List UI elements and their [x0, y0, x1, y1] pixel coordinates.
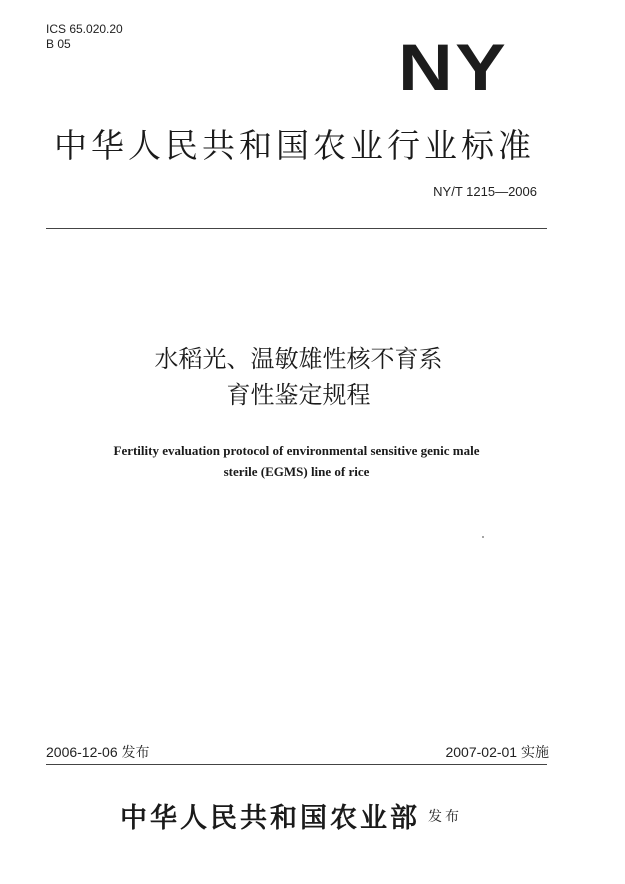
- bottom-divider: [46, 764, 547, 765]
- english-title-line-2: sterile (EGMS) line of rice: [223, 464, 370, 479]
- english-title-line-1: Fertility evaluation protocol of environmental sensitive genic male: [113, 443, 480, 458]
- classification-codes: [46, 22, 123, 52]
- ccs-code: B 05: [46, 37, 71, 51]
- chinese-title-line-1: 水稻光、温敏雄性核不育系: [154, 345, 443, 373]
- chinese-title-line-2: 育性鉴定规程: [226, 381, 371, 409]
- ny-logo: NY: [398, 30, 509, 104]
- standard-number: NY/T 1215—2006: [433, 184, 537, 199]
- top-divider: [46, 228, 547, 229]
- standard-type-heading: 中华人民共和国农业行业标准: [54, 126, 535, 165]
- scan-speck: [482, 536, 484, 538]
- issuing-authority-suffix: 发布: [428, 809, 462, 825]
- implement-date: 2007-02-01 实施: [445, 744, 549, 760]
- ics-code: ICS 65.020.20: [46, 22, 123, 36]
- publish-date: 2006-12-06 发布: [46, 744, 150, 760]
- issuing-authority: 中华人民共和国农业部: [120, 803, 420, 834]
